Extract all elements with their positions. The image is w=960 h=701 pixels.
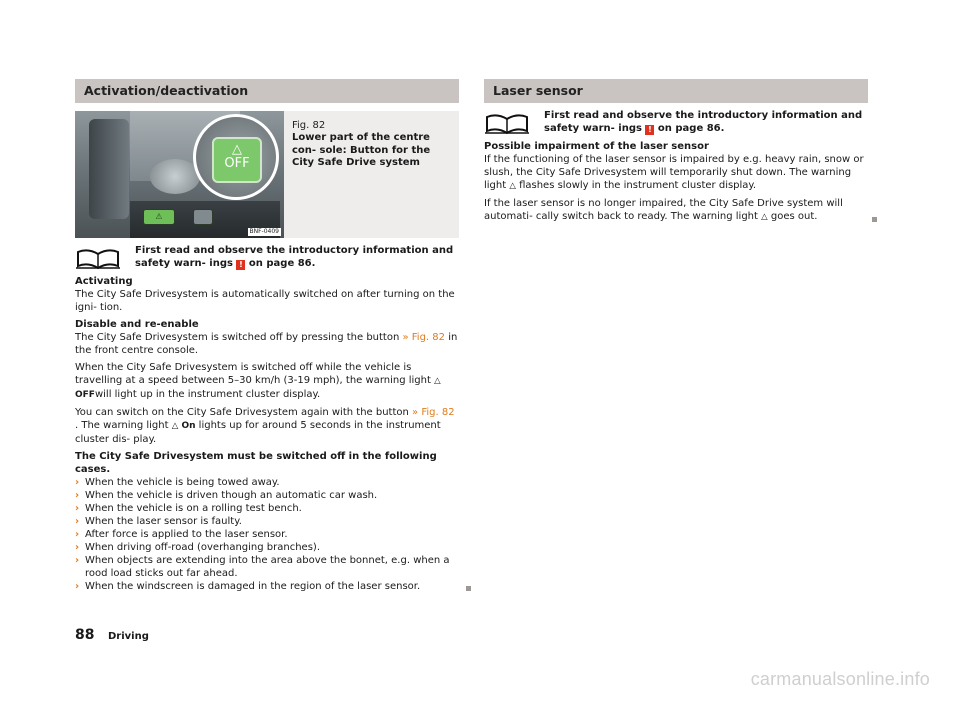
figure-label: Fig. 82 (292, 120, 326, 131)
section-header-activation: Activation/deactivation (75, 79, 459, 103)
disable-paragraph (75, 318, 459, 357)
list-item-text: When objects are extending into the area above the bonnet, e.g. when a rood load sticks out far ahead. (85, 555, 450, 579)
chevron-right-icon: › (75, 542, 80, 553)
car-warning-icon: △ (171, 421, 179, 431)
note-page-ref: on page 86. (245, 257, 316, 269)
ready-text-b: goes out. (767, 211, 818, 222)
safety-note (484, 110, 868, 140)
note-main: First read and observe the introductory information and safety warn- ings (135, 245, 454, 269)
chevron-right-icon: › (75, 555, 80, 566)
list-item (75, 528, 459, 541)
ready-text-a: If the laser sensor is no longer impaired, the City Safe Drive system will automati- cally switch back to ready. The warning light (484, 198, 843, 222)
warning-icon: ! (236, 260, 245, 270)
activating-text: The City Safe Drivesystem is automatically switched on after turning on the igni- tion. (75, 289, 455, 313)
list-item-text: When driving off-road (overhanging branches). (85, 542, 320, 553)
ready-paragraph (484, 197, 868, 224)
impairment-title: Possible impairment of the laser sensor (484, 141, 709, 152)
left-column (75, 79, 459, 593)
air-vent (89, 119, 129, 219)
car-warning-icon: △ (509, 181, 516, 191)
list-item (75, 515, 459, 528)
control-knob (150, 159, 200, 194)
note-page-ref: on page 86. (654, 122, 725, 134)
console-photo (75, 111, 284, 238)
again-text-c: lights up for around 5 seconds in the instrument cluster dis- play. (75, 420, 441, 445)
list-item-text: When the windscreen is damaged in the region of the laser sensor. (85, 581, 421, 592)
chevron-right-icon: › (75, 581, 80, 592)
list-item-text: When the vehicle is on a rolling test bench. (85, 503, 302, 514)
impairment-text-b: flashes slowly in the instrument cluster display. (515, 180, 757, 191)
again-text-b: . The warning light (75, 420, 172, 431)
car-warning-icon: △ (434, 376, 441, 386)
speed-text-b: will light up in the instrument cluster display. (94, 389, 321, 400)
note-text (544, 110, 868, 135)
disable-text-b: in the front centre console. (75, 332, 458, 356)
speed-paragraph (75, 361, 459, 402)
figure-text: Lower part of the centre con- sole: Button for the City Safe Drive system (292, 132, 431, 168)
list-item (75, 554, 459, 580)
city-safe-off-button (212, 137, 262, 183)
impairment-text-a: If the functioning of the laser sensor is impaired by e.g. heavy rain, snow or slush, the City Safe Drivesystem will temporarily shut down. The warning light (484, 154, 864, 191)
safety-note (75, 245, 459, 275)
image-code: BNF-0409 (249, 228, 279, 235)
page-footer (75, 629, 149, 643)
chevron-right-icon: › (75, 477, 80, 488)
warning-icon: ! (645, 125, 654, 135)
figure-caption (292, 119, 452, 170)
zoom-detail (193, 114, 279, 200)
list-item (75, 541, 459, 554)
on-symbol: On (181, 421, 196, 431)
fig-82-link-2[interactable]: » Fig. 82 (412, 407, 455, 418)
list-item (75, 502, 459, 515)
list-item-text: When the vehicle is being towed away. (85, 477, 280, 488)
off-symbol: OFF (75, 390, 95, 400)
open-book-icon (485, 111, 529, 135)
list-item (75, 580, 459, 593)
list-item-text: When the laser sensor is faulty. (85, 516, 242, 527)
note-main: First read and observe the introductory information and safety warn- ings (544, 110, 863, 134)
cases-title: The City Safe Drivesystem must be switched off in the following cases. (75, 451, 437, 475)
city-safe-button-small: ⚠ (143, 209, 175, 225)
cases-block (75, 450, 459, 593)
list-item-text: After force is applied to the laser sensor. (85, 529, 288, 540)
car-warning-icon: △ (761, 212, 768, 222)
chevron-right-icon: › (75, 490, 80, 501)
adjacent-button (193, 209, 213, 225)
activating-title: Activating (75, 276, 133, 287)
list-item-text: When the vehicle is driven though an automatic car wash. (85, 490, 378, 501)
chapter-name: Driving (107, 631, 149, 642)
section-header-laser-sensor: Laser sensor (484, 79, 868, 103)
list-item (75, 476, 459, 489)
cases-list (75, 476, 459, 593)
disable-title: Disable and re-enable (75, 319, 199, 330)
again-text-a: You can switch on the City Safe Drivesystem again with the button (75, 407, 413, 418)
section-end-marker (872, 217, 877, 222)
activating-paragraph (75, 275, 459, 314)
open-book-icon (76, 246, 120, 270)
chevron-right-icon: › (75, 529, 80, 540)
disable-text-a: The City Safe Drivesystem is switched off by pressing the button (75, 332, 403, 343)
impairment-paragraph (484, 140, 868, 193)
speed-text-a: When the City Safe Drivesystem is switched off while the vehicle is travelling at a speed between 5–30 km/h (3-19 mph), the warning light (75, 362, 435, 386)
off-button-label: OFF (224, 156, 250, 171)
figure-82 (75, 111, 459, 238)
list-item (75, 489, 459, 502)
chevron-right-icon: › (75, 503, 80, 514)
fig-82-link[interactable]: » Fig. 82 (402, 332, 446, 343)
chevron-right-icon: › (75, 516, 80, 527)
car-warning-icon: △ (232, 142, 242, 157)
note-text (135, 245, 459, 270)
page-number: 88 (75, 627, 95, 643)
watermark: carmanualsonline.info (750, 669, 930, 689)
right-column (484, 79, 868, 228)
again-paragraph (75, 406, 459, 446)
section-end-marker (466, 586, 471, 591)
